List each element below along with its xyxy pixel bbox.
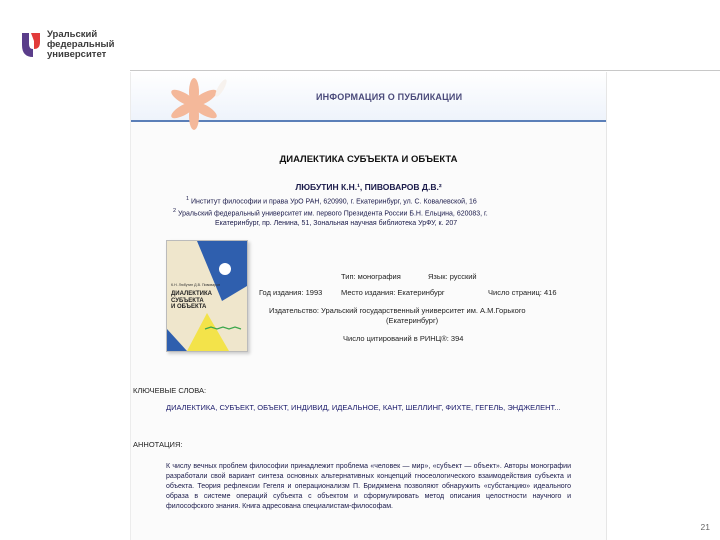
affiliation-2: $^2$ Уральский федеральный университет им. первого Президента России Б.Н. Ельцина, 620083, г. Екатеринбург, пр. Ленина, 51, Зональная научная библиотека УрФУ, к. 207 (173, 208, 488, 228)
meta-publisher[interactable]: Издательство: Уральский государственный университет им. А.М.Горького (269, 306, 526, 315)
urfu-logo-icon (20, 30, 42, 60)
keywords-label: КЛЮЧЕВЫЕ СЛОВА: (133, 386, 207, 395)
affiliation-1: $^1$ Институт философии и права УрО РАН, 620990, г. Екатеринбург, ул. С. Ковалевской, 16 (186, 196, 477, 206)
meta-language: Язык: русский (428, 272, 477, 281)
meta-citations[interactable]: Число цитирований в РИНЦ®: 394 (343, 334, 464, 343)
cover-authors: К.Н. Любутин Д.В. Пивоваров (171, 283, 221, 287)
flower-icon (159, 74, 229, 144)
logo-text: Уральский федеральный университет (47, 29, 115, 60)
meta-place: Место издания: Екатеринбург (341, 288, 445, 297)
annotation-text: К числу вечных проблем философии принадлежит проблема «человек — мир», «субъект — объект». Авторы монографии разработали свой вариант синтеза основных альтернативных концепций гносеологического взаимодействия субъекта и объекта. Теория рефлексии Гегеля и операционализм П. Бриджмена позволяют обнаружить «субстанцию» идеального образа в системе операций субъекта с объектом и сформулировать метод описания целостности научного и философского знания. Книга адресована специалистам-философам. (166, 463, 571, 510)
cover-title: ДИАЛЕКТИКА СУБЪЕКТА И ОБЪЕКТА (171, 291, 212, 310)
page-number: 21 (700, 522, 710, 532)
meta-year: Год издания: 1993 (259, 288, 323, 297)
publication-card (130, 72, 607, 540)
meta-type: Тип: монография (341, 272, 401, 281)
banner-title: ИНФОРМАЦИЯ О ПУБЛИКАЦИИ (316, 92, 463, 102)
meta-pages: Число страниц: 416 (488, 288, 557, 297)
annotation-label: АННОТАЦИЯ: (133, 440, 183, 449)
publication-title[interactable]: ДИАЛЕКТИКА СУБЪЕКТА И ОБЪЕКТА (279, 154, 458, 165)
book-cover-image[interactable] (166, 240, 248, 352)
meta-publisher-city: (Екатеринбург) (386, 316, 439, 325)
publication-authors[interactable]: ЛЮБУТИН К.Н.¹, ПИВОВАРОВ Д.В.² (295, 182, 442, 192)
university-logo (20, 30, 114, 60)
header-divider (130, 70, 720, 71)
banner (131, 72, 606, 122)
keywords-list[interactable]: ДИАЛЕКТИКА, СУБЪЕКТ, ОБЪЕКТ, ИНДИВИД, ИДЕАЛЬНОЕ, КАНТ, ШЕЛЛИНГ, ФИХТЕ, ГЕГЕЛЬ, ЭНДЖЕЛЕНТ... (166, 403, 561, 412)
